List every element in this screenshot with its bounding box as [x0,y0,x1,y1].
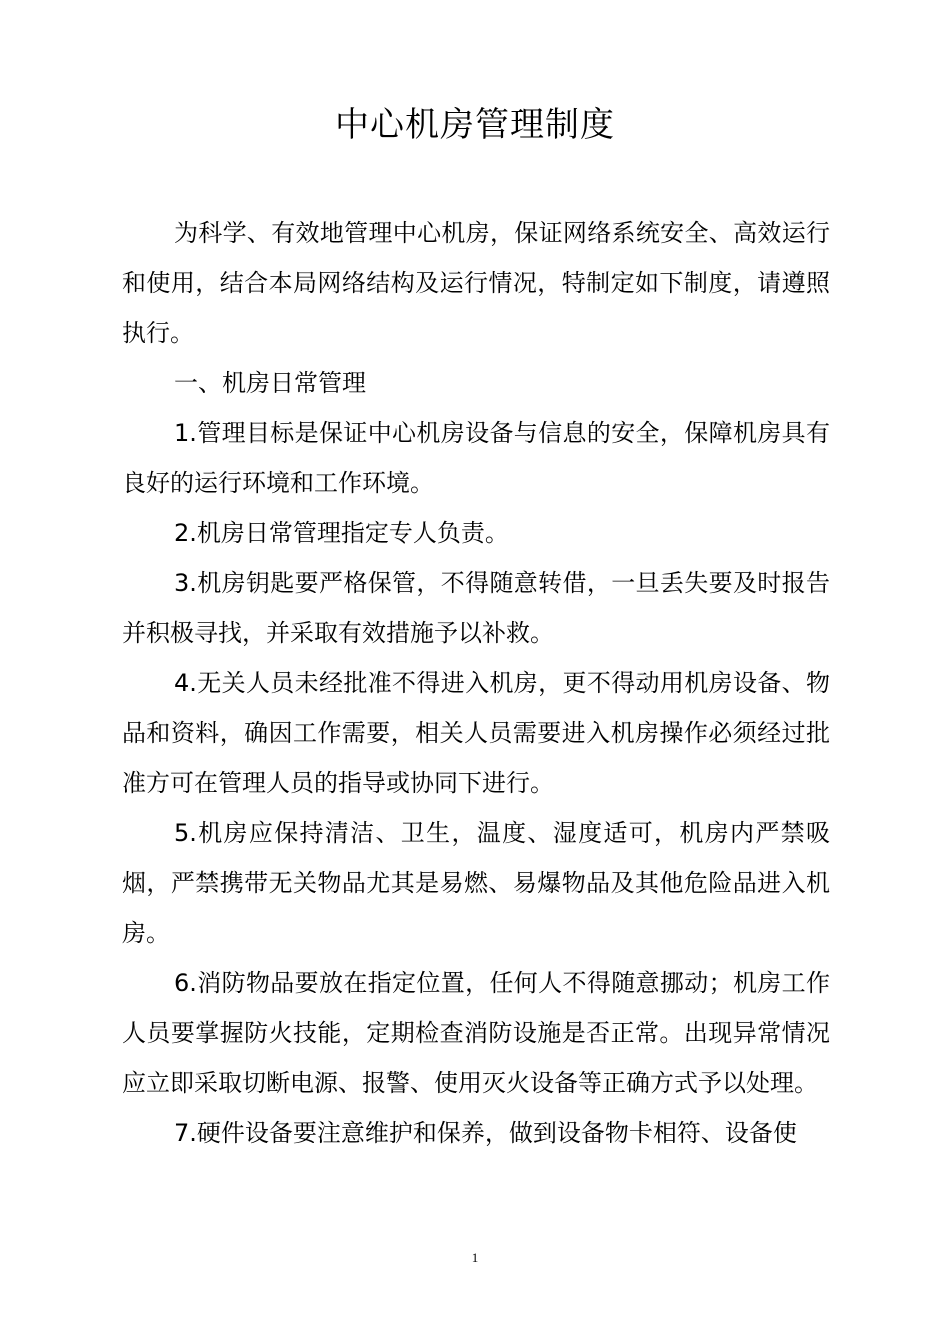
list-item: 5.机房应保持清洁、卫生，温度、湿度适可，机房内严禁吸烟，严禁携带无关物品尤其是易燃、易爆物品及其他危险品进入机房。 [122,819,830,947]
list-item: 2.机房日常管理指定专人负责。 [174,519,509,547]
list-item: 6.消防物品要放在指定位置，任何人不得随意挪动；机房工作人员要掌握防火技能，定期检查消防设施是否正常。出现异常情况应立即采取切断电源、报警、使用灭火设备等正确方式予以处理。 [122,969,830,1097]
list-item: 7.硬件设备要注意维护和保养，做到设备物卡相符、设备使 [174,1119,797,1147]
list-item: 3.机房钥匙要严格保管，不得随意转借，一旦丢失要及时报告并积极寻找，并采取有效措施予以补救。 [122,569,830,647]
list-item: 4.无关人员未经批准不得进入机房，更不得动用机房设备、物品和资料，确因工作需要，相关人员需要进入机房操作必须经过批准方可在管理人员的指导或协同下进行。 [122,669,830,797]
intro-paragraph: 为科学、有效地管理中心机房，保证网络系统安全、高效运行和使用，结合本局网络结构及运行情况，特制定如下制度，请遵照执行。 [122,219,830,347]
section-heading: 一、机房日常管理 [174,369,366,397]
document-title: 中心机房管理制度 [335,105,615,145]
document-body [122,208,830,1158]
page-number: 1 [471,1250,479,1265]
list-item: 1.管理目标是保证中心机房设备与信息的安全，保障机房具有良好的运行环境和工作环境。 [122,419,830,497]
